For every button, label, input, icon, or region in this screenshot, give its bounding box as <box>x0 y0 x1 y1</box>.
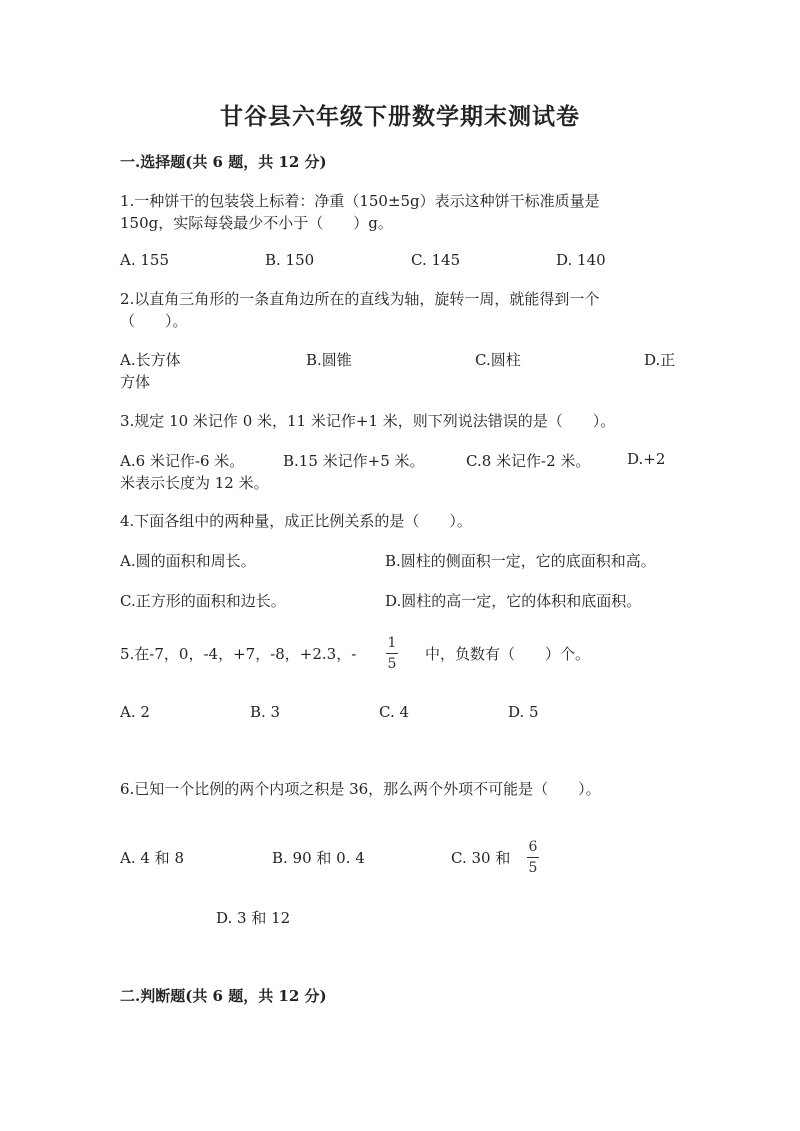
question-3-option-a: A.6 米记作-6 米。 <box>120 452 245 470</box>
question-1-line-2: 150g，实际每袋最少不小于（ ）g。 <box>120 214 393 232</box>
question-2-option-c: C.圆柱 <box>475 351 521 369</box>
fraction-bar <box>527 857 539 858</box>
question-3-option-c: C.8 米记作-2 米。 <box>466 452 591 470</box>
question-1-option-d: D. 140 <box>556 251 606 269</box>
question-1-option-b: B. 150 <box>265 251 315 269</box>
question-5-option-a: A. 2 <box>120 703 150 721</box>
question-6-option-d: D. 3 和 12 <box>216 909 291 927</box>
question-2-option-a: A.长方体 <box>120 351 181 369</box>
question-1-line-1: 1.一种饼干的包装袋上标着：净重（150±5g）表示这种饼干标准质量是 <box>120 192 600 210</box>
question-4-option-b: B.圆柱的侧面积一定，它的底面积和高。 <box>385 552 656 570</box>
question-4-line-1: 4.下面各组中的两种量，成正比例关系的是（ ）。 <box>120 512 472 530</box>
question-3-line-1: 3.规定 10 米记作 0 米，11 米记作+1 米，则下列说法错误的是（ ）。 <box>120 412 616 430</box>
page-title: 甘谷县六年级下册数学期末测试卷 <box>220 103 580 130</box>
question-4-option-c: C.正方形的面积和边长。 <box>120 592 286 610</box>
fraction-denominator: 5 <box>528 860 538 876</box>
question-5-line-1: 5.在-7，0，-4，+7，-8，+2.3，- <box>120 645 357 663</box>
question-4-option-a: A.圆的面积和周长。 <box>120 552 256 570</box>
question-5-fraction <box>386 635 398 672</box>
question-6-option-b: B. 90 和 0. 4 <box>272 849 365 867</box>
question-2-option-b: B.圆锥 <box>306 351 352 369</box>
question-3-option-d: D.+2 <box>627 450 666 468</box>
question-5-line-1-end: 中，负数有（ ）个。 <box>425 645 591 663</box>
question-2-line-2: （ ）。 <box>120 312 188 330</box>
question-3-option-b: B.15 米记作+5 米。 <box>283 452 425 470</box>
question-6-option-c: C. 30 和 <box>451 849 511 867</box>
question-5-option-c: C. 4 <box>379 703 410 721</box>
fraction-numerator: 1 <box>387 635 397 651</box>
question-3-option-d-continued: 米表示长度为 12 米。 <box>120 474 269 492</box>
section-heading-judgement: 二.判断题(共 6 题，共 12 分) <box>120 987 327 1005</box>
question-2-line-1: 2.以直角三角形的一条直角边所在的直线为轴，旋转一周，就能得到一个 <box>120 290 600 308</box>
question-1-option-a: A. 155 <box>120 251 169 269</box>
question-2-option-d: D.正 <box>644 351 676 369</box>
question-1-option-c: C. 145 <box>411 251 461 269</box>
question-2-option-d-continued: 方体 <box>120 373 151 391</box>
question-4-option-d: D.圆柱的高一定，它的体积和底面积。 <box>385 592 642 610</box>
fraction-denominator: 5 <box>387 656 397 672</box>
section-heading-choice: 一.选择题(共 6 题，共 12 分) <box>120 153 327 171</box>
fraction-numerator: 6 <box>528 839 538 855</box>
question-6-line-1: 6.已知一个比例的两个内项之积是 36，那么两个外项不可能是（ ）。 <box>120 780 601 798</box>
question-5-option-b: B. 3 <box>250 703 281 721</box>
question-6-option-a: A. 4 和 8 <box>120 849 184 867</box>
fraction-bar <box>386 653 398 654</box>
question-6-option-c-fraction <box>527 839 539 876</box>
question-5-option-d: D. 5 <box>508 703 539 721</box>
